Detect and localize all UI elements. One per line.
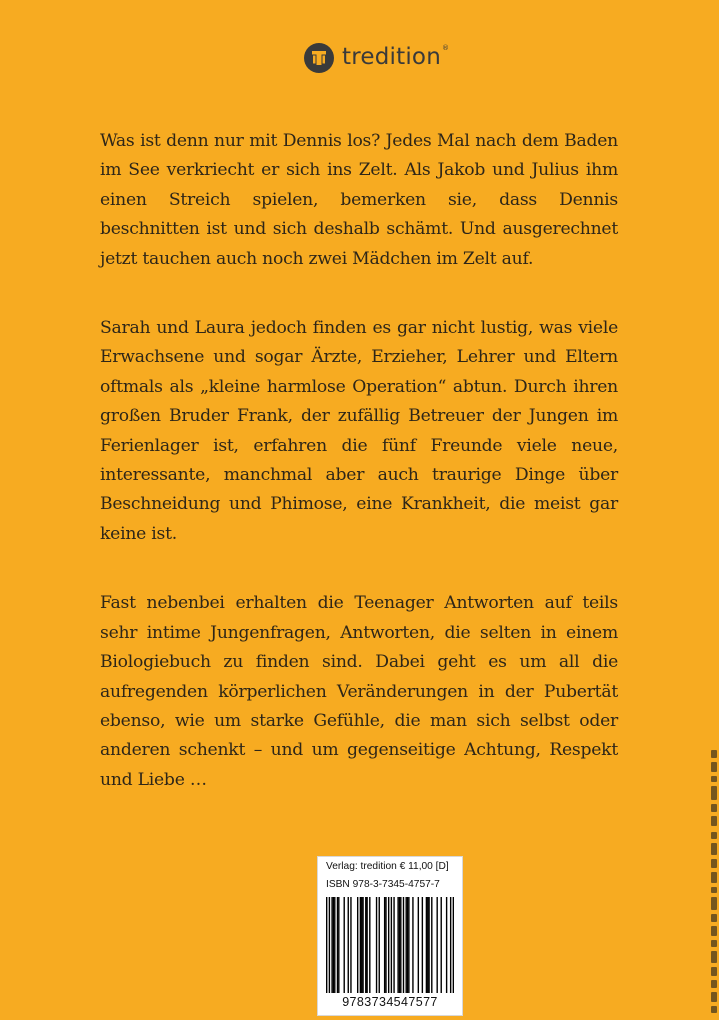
barcode-bar (450, 897, 451, 993)
barcode-bar (397, 897, 398, 993)
barcode-digits: 9783734547577 (342, 995, 438, 1009)
barcode-bar (333, 897, 334, 993)
barcode-bar (337, 897, 338, 993)
barcode-bar (369, 897, 370, 993)
barcode-bar (446, 897, 447, 993)
barcode-bar (441, 897, 442, 993)
barcode-bar (400, 897, 401, 993)
barcode-bar (388, 897, 389, 993)
barcode-bar (334, 897, 335, 993)
spine-glyph (711, 859, 717, 868)
barcode-bar (405, 897, 406, 993)
barcode-bar (357, 897, 358, 993)
barcode-bar (350, 897, 351, 993)
blurb-paragraph: Sarah und Laura jedoch finden es gar nicht lustig, was viele Erwachsene und sogar Ärzte, Erzieher, Lehrer und Eltern oftmals als „kleine harmlose Operation“ abtun. Durch ihren großen Bruder Frank, der zufällig Betreuer der Jungen im Ferienlager ist, erfahren die fünf Freunde viele neue, interessante, manchmal aber auch traurige Dinge über Beschneidung und Phimose, eine Krankheit, die meist gar keine ist. (100, 318, 618, 544)
barcode-bar (376, 897, 377, 993)
spine-glyph (711, 887, 717, 893)
barcode-bar (399, 897, 400, 993)
barcode-bar (393, 897, 394, 993)
barcode-bar (391, 897, 392, 993)
barcode-bar (361, 897, 362, 993)
tredition-book-icon (304, 43, 334, 73)
spine-glyph (711, 940, 717, 947)
barcode-bar (329, 897, 330, 993)
barcode-bar (453, 897, 454, 993)
spine-glyph (711, 980, 717, 988)
spine-edge-text (709, 750, 719, 1020)
barcode-bar (379, 897, 380, 993)
barcode-bar (412, 897, 413, 993)
spine-glyph (711, 762, 717, 772)
blurb-paragraph: Fast nebenbei erhalten die Teenager Antworten auf teils sehr intime Jungenfragen, Antworten, die selten in einem Biologiebuch zu finden sind. Dabei geht es um all die aufregenden körperlichen Veränderungen in der Pubertät ebenso, wie um starke Gefühle, die man sich selbst oder anderen schenkt – und um gegenseitige Achtung, Respekt und Liebe … (100, 593, 618, 790)
isbn-number: ISBN 978-3-7345-4757-7 (326, 879, 440, 890)
spine-glyph (711, 843, 717, 855)
spine-glyph (711, 776, 717, 782)
spine-glyph (711, 992, 717, 1002)
spine-glyph (711, 1006, 717, 1013)
barcode-bar (407, 897, 408, 993)
spine-glyph (711, 951, 717, 963)
barcode-bar (422, 897, 423, 993)
barcode-bar (385, 897, 386, 993)
publisher-price: Verlag: tredition € 11,00 [D] (326, 861, 449, 872)
spine-glyph (711, 804, 717, 812)
barcode-bar (338, 897, 339, 993)
barcode-bar (365, 897, 366, 993)
spine-glyph (711, 926, 717, 936)
barcode-bar (436, 897, 437, 993)
barcode-bar (431, 897, 432, 993)
blurb-paragraph: Was ist denn nur mit Dennis los? Jedes Mal nach dem Baden im See verkriecht er sich ins Zelt. Als Jakob und Julius ihm einen Streich spielen, bemerken sie, dass Dennis beschnitten ist und sich deshalb schämt. Und ausgerechnet jetzt tauchen auch noch zwei Mädchen im Zelt auf. (100, 131, 618, 269)
barcode-bar (366, 897, 367, 993)
barcode-bar (362, 897, 363, 993)
barcode-bar (426, 897, 427, 993)
barcode-bar (331, 897, 332, 993)
spine-glyph (711, 872, 717, 883)
registered-mark: ® (441, 44, 449, 52)
barcode-bar (344, 897, 345, 993)
barcode-bar (384, 897, 385, 993)
barcode-bar (348, 897, 349, 993)
spine-glyph (711, 967, 717, 976)
barcode-bar (427, 897, 428, 993)
publisher-logo (304, 40, 449, 76)
barcode-bar (408, 897, 409, 993)
publisher-name: tredition (342, 44, 441, 70)
barcode-label (317, 856, 463, 1016)
barcode-bars (326, 897, 454, 993)
barcode-bar (326, 897, 327, 993)
barcode-bar (360, 897, 361, 993)
barcode-bar (428, 897, 429, 993)
spine-glyph (711, 832, 717, 839)
spine-glyph (711, 750, 717, 758)
spine-glyph (711, 914, 717, 922)
spine-glyph (711, 897, 717, 910)
barcode-bar (403, 897, 404, 993)
spine-glyph (711, 816, 717, 826)
spine-glyph (711, 786, 717, 800)
book-blurb (100, 127, 618, 835)
barcode-bar (418, 897, 419, 993)
